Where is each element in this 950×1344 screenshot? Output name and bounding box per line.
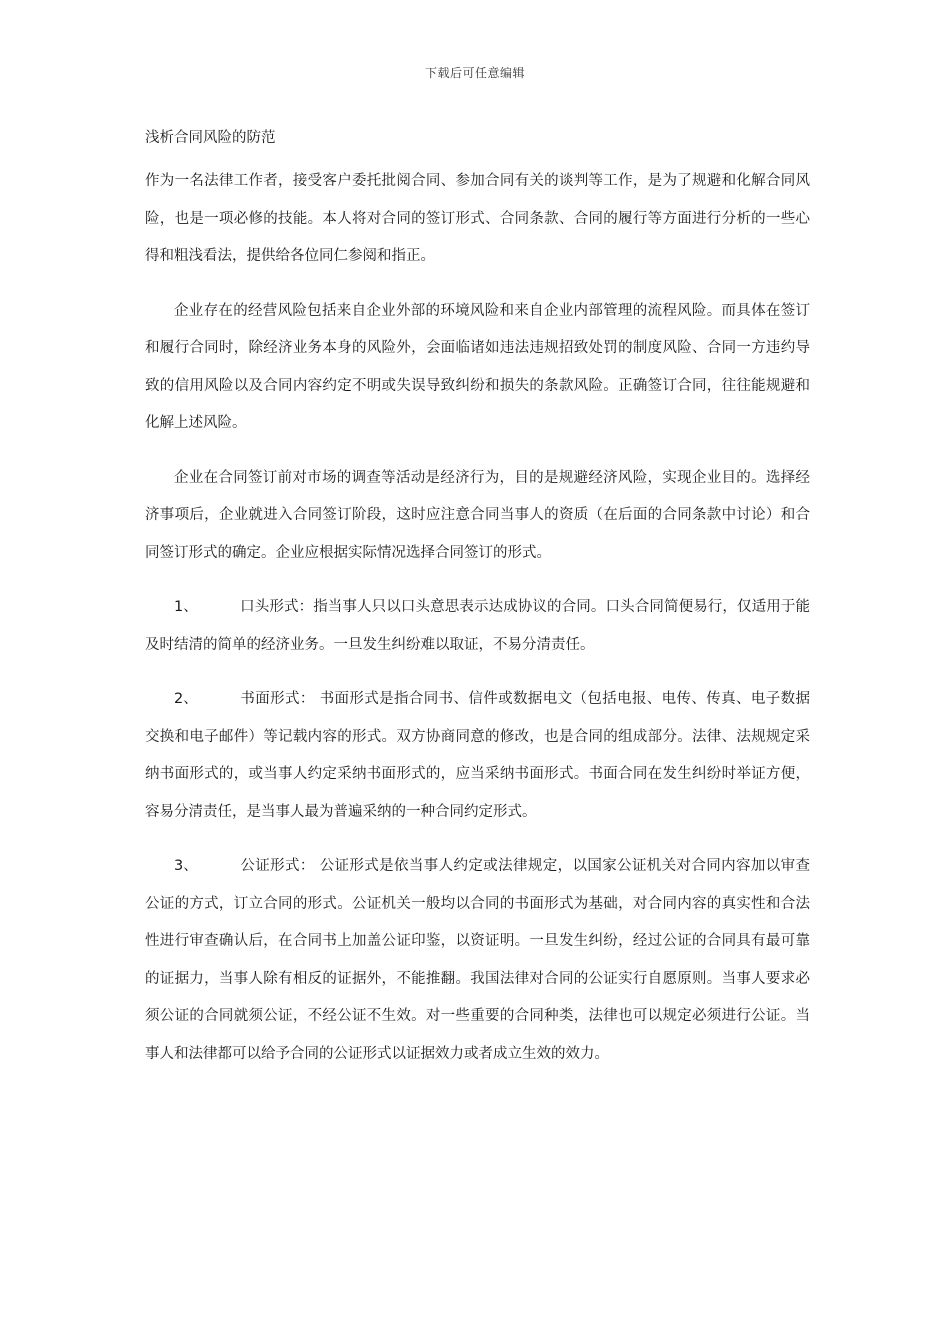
list-item-number: 1、 bbox=[174, 599, 198, 615]
list-item-number: 2、 bbox=[174, 691, 198, 707]
document-title: 浅析合同风险的防范 bbox=[145, 130, 276, 146]
intro-paragraph: 作为一名法律工作者，接受客户委托批阅合同、参加合同有关的谈判等工作，是为了规避和化解合同风险，也是一项必修的技能。本人将对合同的签订形式、合同条款、合同的履行等方面进行分析的一些心得和粗浅看法，提供给各位同仁参阅和指正。 bbox=[145, 173, 810, 264]
list-item-oral-form bbox=[145, 589, 810, 664]
page-header: 下载后可任意编辑 bbox=[424, 66, 525, 80]
list-item-notarized-form bbox=[145, 848, 810, 1073]
list-item-number: 3、 bbox=[174, 858, 198, 874]
list-item-written-form bbox=[145, 681, 810, 831]
signing-paragraph: 企业在合同签订前对市场的调查等活动是经济行为，目的是规避经济风险，实现企业目的。选择经济事项后，企业就进入合同签订阶段，这时应注意合同当事人的资质（在后面的合同条款中讨论）和合同签订形式的确定。企业应根据实际情况选择合同签订的形式。 bbox=[145, 469, 810, 561]
list-item-text: 书面形式： 书面形式是指合同书、信件或数据电文（包括电报、电传、传真、电子数据交换和电子邮件）等记载内容的形式。双方协商同意的修改，也是合同的组成部分。法律、法规规定采纳书面形式的，或当事人约定采纳书面形式的，应当采纳书面形式。书面合同在发生纠纷时举证方便，容易分清责任，是当事人最为普遍采纳的一种合同约定形式。 bbox=[145, 691, 810, 820]
risk-paragraph: 企业存在的经营风险包括来自企业外部的环境风险和来自企业内部管理的流程风险。而具体在签订和履行合同时，除经济业务本身的风险外，会面临诸如违法违规招致处罚的制度风险、合同一方违约导致的信用风险以及合同内容约定不明或失误导致纠纷和损失的条款风险。正确签订合同，往往能规避和化解上述风险。 bbox=[145, 302, 810, 431]
document-body bbox=[145, 124, 810, 1090]
list-item-text: 公证形式： 公证形式是依当事人约定或法律规定，以国家公证机关对合同内容加以审查公证的方式，订立合同的形式。公证机关一般均以合同的书面形式为基础，对合同内容的真实性和合法性进行审查确认后，在合同书上加盖公证印鉴，以资证明。一旦发生纠纷，经过公证的合同具有最可靠的证据力，当事人除有相反的证据外，不能推翻。我国法律对合同的公证实行自愿原则。当事人要求必须公证的合同就须公证，不经公证不生效。对一些重要的合同种类，法律也可以规定必须进行公证。当事人和法律都可以给予合同的公证形式以证据效力或者成立生效的效力。 bbox=[145, 858, 810, 1062]
list-item-text: 口头形式：指当事人只以口头意思表示达成协议的合同。口头合同简便易行，仅适用于能及时结清的简单的经济业务。一旦发生纠纷难以取证，不易分清责任。 bbox=[145, 599, 810, 653]
